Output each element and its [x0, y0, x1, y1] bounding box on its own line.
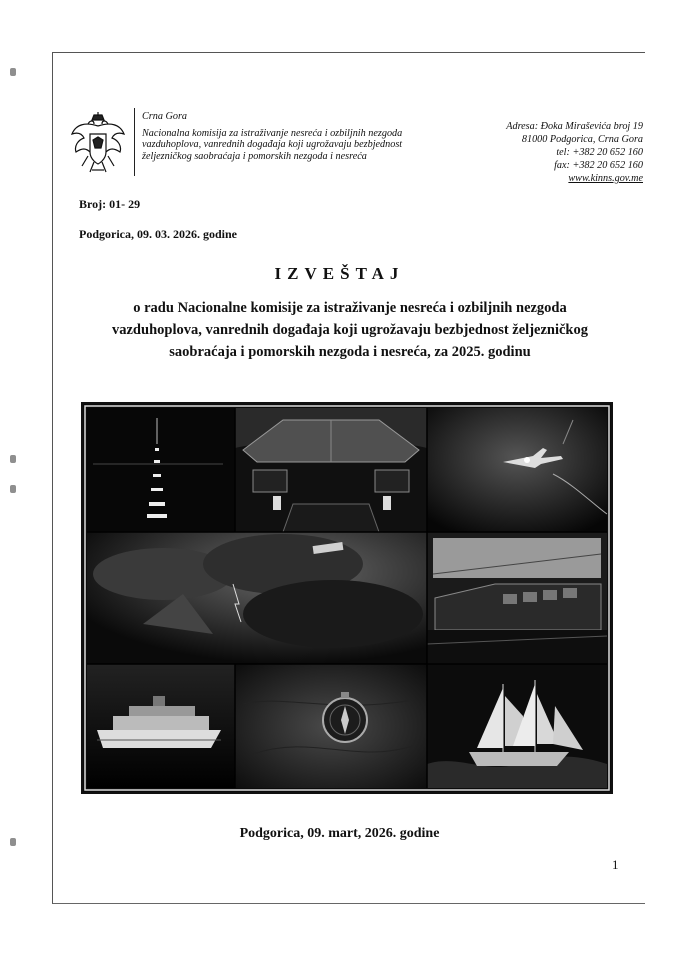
panel-cockpit — [235, 408, 427, 532]
commission-name-line: Nacionalna komisija za istraživanje nesreća i ozbiljnih nezgoda — [142, 127, 403, 139]
commission-name-line: vazduhoplova, vanrednih događaja koji ugrožavaju bezbjednost — [142, 139, 403, 151]
commission-name-line: željezničkog saobraćaja i pomorskih nezgoda i nesreća — [142, 150, 367, 162]
subtitle-line: saobraćaja i pomorskih nezgoda i nesreća, za 2025. godinu — [169, 344, 531, 360]
address-line: Adresa: Đoka Miraševića broj 19 — [506, 121, 643, 132]
panel-sailing-ship — [427, 664, 607, 788]
subtitle-line: vazduhoplova, vanrednih događaja koji ugrožavaju bezbjednost željezničkog — [112, 322, 588, 338]
contact-block — [423, 120, 643, 185]
scan-mark — [10, 68, 16, 76]
panel-cruise-ship — [87, 664, 235, 788]
scan-mark — [10, 485, 16, 493]
header-divider — [134, 108, 135, 176]
panel-aircraft-night — [427, 408, 607, 532]
panel-storm-clouds — [87, 532, 427, 664]
reference-date: Podgorica, 09. 03. 2026. godine — [79, 227, 237, 241]
reference-number: Broj: 01- 29 — [79, 197, 141, 211]
fax: fax: +382 20 652 160 — [554, 160, 643, 171]
scan-mark — [10, 455, 16, 463]
telephone: tel: +382 20 652 160 — [556, 147, 643, 158]
website-link[interactable]: www.kinns.gov.me — [568, 173, 643, 184]
panel-runway-lights — [87, 408, 235, 532]
panel-train — [427, 532, 607, 664]
address-city: 81000 Podgorica, Crna Gora — [521, 134, 643, 145]
cover-photo-collage — [81, 402, 613, 794]
coat-of-arms-icon — [68, 112, 128, 176]
footer-place-date: Podgorica, 09. mart, 2026. godine — [239, 826, 440, 841]
subtitle-line: o radu Nacionalne komisije za istraživanje nesreća i ozbiljnih nezgoda — [133, 300, 567, 316]
country-name: Crna Gora — [142, 111, 188, 122]
panel-compass — [235, 664, 427, 788]
page-number: 1 — [612, 857, 619, 872]
document-subtitle — [80, 297, 620, 363]
document-title: IZVEŠTAJ — [274, 264, 405, 283]
